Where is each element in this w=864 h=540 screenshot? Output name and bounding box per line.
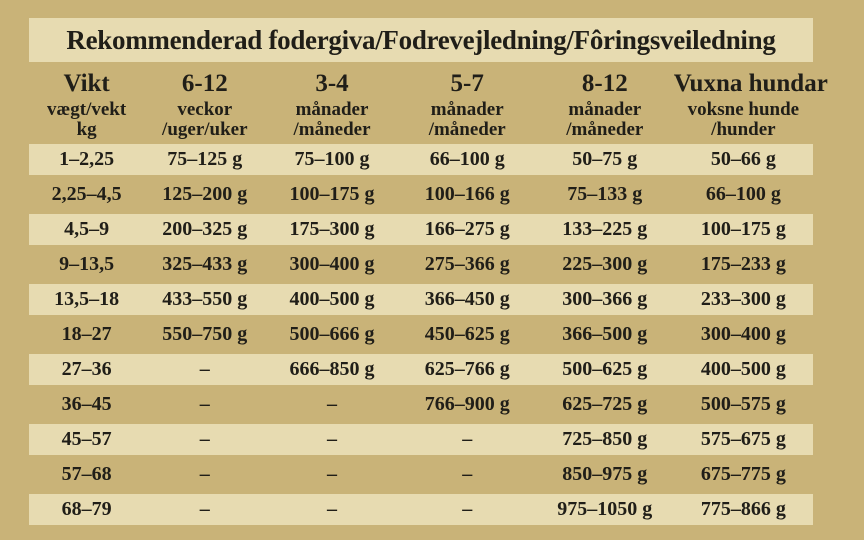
table-cell: 175–300 g [265,214,398,245]
table-cell: 400–500 g [674,354,813,385]
column-header-8-12-months [536,66,674,140]
table-cell: – [326,463,337,485]
table-cell: – [144,354,265,385]
table-cell: 133–225 g [536,214,674,245]
table-cell: 975–1050 g [536,494,674,525]
table-cell: 500–666 g [289,323,375,345]
table-cell: 775–866 g [674,494,813,525]
table-cell: 125–200 g [162,183,248,205]
table-cell: 625–725 g [562,393,648,415]
table-row [29,249,813,280]
table-cell: 75–133 g [567,183,643,205]
table-cell: – [199,463,210,485]
table-cell: 300–400 g [289,253,375,275]
column-header-6-12-weeks [144,66,265,140]
feeding-table [29,62,828,529]
column-header-line: månader [295,98,369,120]
table-cell: 666–850 g [265,354,398,385]
table-row [29,459,813,490]
table-cell: 366–500 g [562,323,648,345]
table-row [29,144,813,175]
column-header-line: 8-12 [581,69,628,97]
table-cell: 27–36 [29,354,144,385]
table-cell: 36–45 [61,393,112,415]
table-cell: – [462,463,473,485]
table-row [29,284,813,315]
table-row [29,179,813,210]
table-cell: 766–900 g [424,393,510,415]
table-cell: 45–57 [29,424,144,455]
table-row [29,354,813,385]
table-cell: 9–13,5 [59,253,115,275]
column-header-line: 5-7 [450,69,484,97]
table-cell: 500–575 g [700,393,786,415]
column-header-line: vægt/vekt [47,98,127,120]
table-cell: 366–450 g [399,284,536,315]
table-cell: 100–166 g [424,183,510,205]
column-header-weight [29,66,144,140]
table-cell: 50–75 g [536,144,674,175]
table-cell: 300–400 g [700,323,786,345]
column-header-line: veckor [177,98,233,120]
table-cell: 50–66 g [674,144,813,175]
table-cell: 575–675 g [674,424,813,455]
table-cell: 450–625 g [424,323,510,345]
table-cell: – [265,494,398,525]
column-header-line: Vuxna hundar [673,69,828,97]
column-header-line: /uger/uker [162,118,248,140]
table-cell: 725–850 g [536,424,674,455]
table-cell: 75–125 g [144,144,265,175]
table-cell: 18–27 [61,323,112,345]
table-cell: 4,5–9 [29,214,144,245]
table-cell: 433–550 g [144,284,265,315]
column-header-line: /måneder [293,118,371,140]
table-cell: 200–325 g [144,214,265,245]
table-title: Rekommenderad fodergiva/Fodrevejledning/Fôringsveiledning [29,18,813,62]
column-header-line: 6-12 [181,69,228,97]
table-cell: 2,25–4,5 [51,183,122,205]
table-row [29,389,813,420]
table-cell: 675–775 g [700,463,786,485]
table-cell: – [326,393,337,415]
table-cell: 550–750 g [162,323,248,345]
table-cell: 225–300 g [562,253,648,275]
table-cell: – [265,424,398,455]
table-cell: 75–100 g [265,144,398,175]
table-row [29,214,813,245]
table-cell: 300–366 g [536,284,674,315]
table-cell: – [144,494,265,525]
column-header-line: voksne hunde [687,98,800,120]
table-cell: 850–975 g [562,463,648,485]
table-cell: – [399,494,536,525]
column-header-line: Vikt [63,69,110,97]
table-cell: 625–766 g [399,354,536,385]
header-row [29,66,813,140]
feeding-guide-panel [29,18,828,529]
column-header-line: /måneder [428,118,506,140]
table-row [29,494,813,525]
table-row [29,319,813,350]
table-cell: 275–366 g [424,253,510,275]
table-cell: 100–175 g [289,183,375,205]
column-header-line: /hunder [711,118,776,140]
table-cell: 68–79 [29,494,144,525]
table-cell: 166–275 g [399,214,536,245]
column-header-line: månader [430,98,504,120]
table-cell: 400–500 g [265,284,398,315]
table-cell: 1–2,25 [29,144,144,175]
table-cell: 100–175 g [674,214,813,245]
column-header-adult-dogs [673,66,828,140]
table-cell: – [199,393,210,415]
table-cell: 500–625 g [536,354,674,385]
table-cell: – [144,424,265,455]
table-cell: 66–100 g [705,183,781,205]
column-header-5-7-months [399,66,536,140]
column-header-line: månader [568,98,642,120]
column-header-3-4-months [265,66,398,140]
table-cell: 175–233 g [700,253,786,275]
table-cell: 325–433 g [162,253,248,275]
column-header-line: /måneder [566,118,644,140]
table-row [29,424,813,455]
table-cell: 66–100 g [399,144,536,175]
table-cell: – [399,424,536,455]
table-cell: 233–300 g [674,284,813,315]
column-header-line: kg [76,118,97,140]
table-cell: 57–68 [61,463,112,485]
column-header-line: 3-4 [315,69,349,97]
table-cell: 13,5–18 [29,284,144,315]
